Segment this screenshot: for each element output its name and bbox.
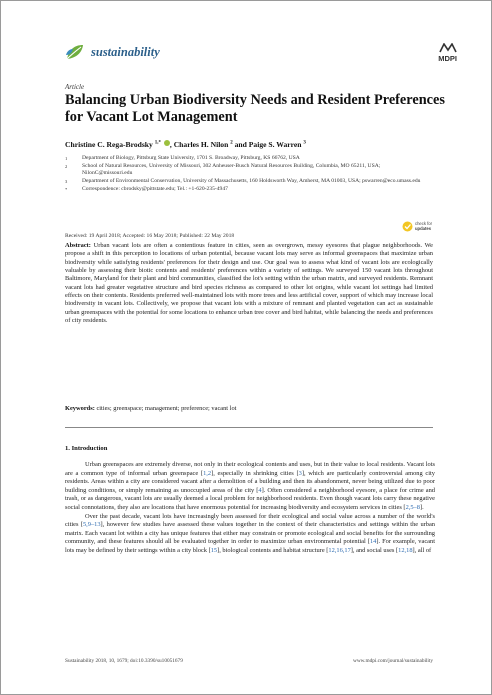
journal-url[interactable]: www.mdpi.com/journal/sustainability	[353, 658, 433, 664]
affiliation-text: School of Natural Resources, University of Missouri, 302 Anheuser-Busch Natural Resources Building, Columbia, MO 65211, USA; NilonC@missouri.edu	[82, 162, 381, 177]
keywords-label: Keywords:	[65, 405, 95, 412]
check-updates-label: check for updates	[415, 221, 432, 231]
page-footer	[65, 658, 433, 664]
keywords	[65, 405, 236, 412]
mdpi-logo-icon	[439, 43, 457, 53]
article-type: Article	[65, 83, 85, 91]
check-updates-icon	[402, 221, 413, 233]
citation-link[interactable]: 5,9–13	[82, 521, 101, 529]
citation-link[interactable]: 3	[298, 469, 302, 477]
publication-dates: Received: 19 April 2018; Accepted: 16 May 2018; Published: 22 May 2018	[65, 233, 235, 239]
section-heading: 1. Introduction	[65, 445, 108, 452]
affiliation-item	[65, 155, 425, 163]
affiliation-number: 1	[65, 156, 68, 161]
affiliation-number: 2	[65, 163, 68, 169]
author-affiliation-marker: 3	[303, 140, 306, 146]
author-affiliation-marker: 1,*	[154, 140, 161, 146]
abstract-text: Urban vacant lots are often a contentious feature in cities, seen as overgrown, messy eyesores that plague neighborhoods. We propose a shift in this perception to locations of urban potential, because vacant lots may serve as informal greenspaces that maximize urban biodiversity while satisfying residents' preferences for their design and use. Our goal was to assess what kind of vacant lots are ecologically valuable by assessing their biotic contents and residents' preferences within a variety of settings. We surveyed 150 vacant lots throughout Baltimore, Maryland for their plant and bird communities, classified the lot's setting within the urban matrix, and surveyed residents. Remnant vacant lots had greater vegetative structure and bird species richness as compared to other lot origins, while vacant lot settings had limited effects on their contents. Residents preferred well-maintained lots with more trees and less artificial cover, support of which may increase local biodiversity in vacant lots. Collectively, we propose that vacant lots with a mixture of remnant and planted vegetation can act as sustainable urban greenspaces with the potential for some locations to enhance urban tree cover and bird habitat, while balancing the needs and preferences of city residents.	[65, 242, 433, 325]
affiliation-text: Department of Environmental Conservation, University of Massachusetts, 160 Holdsworth Way, Amherst, MA 01003, USA; pswarren@eco.umass.edu	[82, 178, 421, 185]
affiliation-number: 3	[65, 179, 68, 185]
affiliation-item	[65, 163, 425, 178]
paper-title: Balancing Urban Biodiversity Needs and Resident Preferences for Vacant Lot Management	[65, 92, 445, 125]
citation-link[interactable]: 4	[258, 486, 262, 494]
paragraph: Over the past decade, vacant lots have increasingly been assessed for their ecological and social value across a number of the world's cities [5,9–13], however few studies have assessed these values together in the context of their characteristics and settings within the urban matrix. Each vacant lot within a city has unique features that either may constrain or promote ecological and social benefits for the surrounding community, and these features should all be evaluated together in order to maximize urban environmental potential [14]. For example, vacant lots may be defined by their settings within a city block [15], biological contents and habitat structure [12,16,17], and social uses [12,18], all of	[65, 512, 435, 554]
check-for-updates-button[interactable]	[402, 221, 432, 233]
publisher-name: MDPI	[438, 54, 457, 63]
paragraph: Urban greenspaces are extremely diverse, not only in their ecological contents and uses, but in their value to local residents. Vacant lots are a common type of informal urban greenspace [1,2], especially in shrinking cities [3], which are particularly controversial among city residents. Areas within a city are considered vacant after a demolition of a building and then its abandonment, never being utilized due to poor building conditions, or simply remaining as unoccupied areas of the city [4]. Often considered a neighborhood eyesore, a place for crime and trash, or as dangerous, vacant lots are usually deemed a local problem for neighborhood residents. Even though vacant lots carry these negative social connotations, they also are locations that have enormous potential for increasing biodiversity and ecosystem services in cities [2,5–8].	[65, 461, 435, 511]
correspondence-text[interactable]: Correspondence: cbrodsky@pittstate.edu; Tel.: +1-620-235-4947	[82, 185, 228, 192]
abstract-label: Abstract:	[65, 242, 91, 249]
author-list	[65, 140, 306, 149]
citation-link[interactable]: 12,18	[398, 546, 413, 554]
citation-link[interactable]: 12,16,17	[328, 546, 351, 554]
affiliation-number: *	[65, 186, 68, 192]
citation-footer: Sustainability 2018, 10, 1679; doi:10.3390/su10051679	[65, 658, 183, 664]
citation-link[interactable]: 15	[210, 546, 218, 554]
affiliation-item	[65, 186, 425, 194]
affiliation-text: Department of Biology, Pittsburg State University, 1701 S. Broadway, Pittsburg, KS 66762, USA	[82, 155, 300, 161]
affiliation-item	[65, 178, 425, 186]
author-name[interactable]: and Paige S. Warren	[232, 140, 302, 149]
journal-logo[interactable]	[65, 43, 160, 61]
citation-link[interactable]: 2,5–8	[405, 503, 420, 511]
publisher-logo[interactable]	[438, 43, 457, 63]
author-affiliation-marker: 2	[230, 140, 233, 146]
section-divider	[65, 427, 433, 428]
body-text	[65, 461, 435, 556]
abstract	[65, 242, 433, 325]
journal-name: sustainability	[91, 44, 160, 59]
citation-link[interactable]: 1,2	[203, 469, 212, 477]
citation-link[interactable]: 14	[369, 538, 377, 546]
author-name[interactable]: , Charles H. Nilon	[169, 140, 229, 149]
affiliations	[65, 155, 425, 194]
keywords-text: cities; greenspace; management; preference; vacant lot	[96, 405, 237, 412]
author-name[interactable]: Christine C. Rega-Brodsky	[65, 140, 153, 149]
leaf-logo-icon	[65, 43, 85, 61]
